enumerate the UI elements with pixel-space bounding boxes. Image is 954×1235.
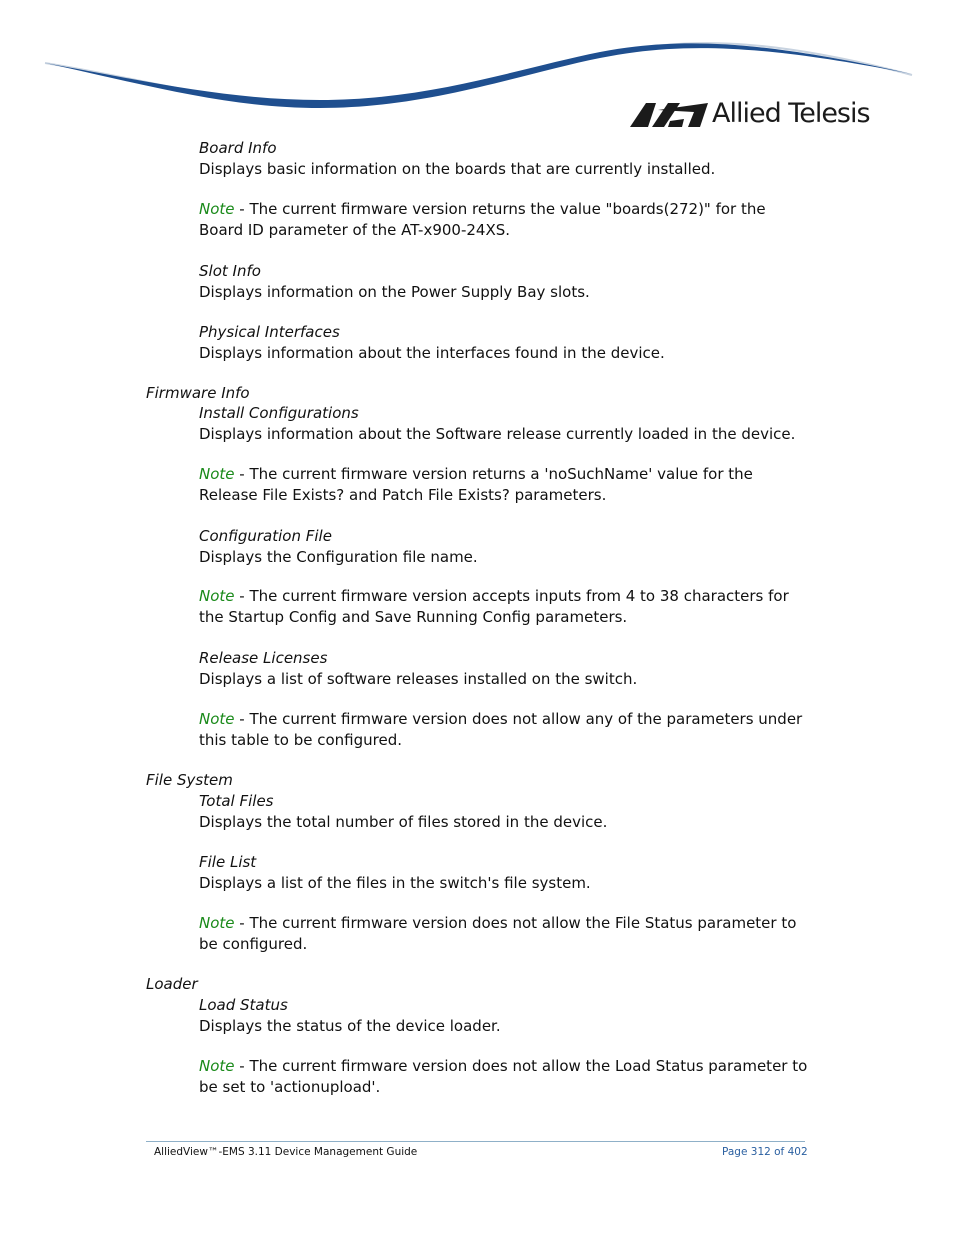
- item-label: Install Configurations: [199, 404, 359, 422]
- note-text: - The current firmware version returns the value "boards(272)" for the Board ID parameter of the AT-x900-24XS.: [199, 200, 766, 239]
- item-text: Displays information about the Software release currently loaded in the device.: [199, 424, 796, 443]
- item-physical-interfaces: [199, 322, 809, 363]
- note-label: Note: [199, 914, 235, 932]
- item-release-licenses: [199, 648, 809, 689]
- item-label: File List: [199, 853, 257, 871]
- item-label: Slot Info: [199, 262, 261, 280]
- item-text: Displays the Configuration file name.: [199, 547, 478, 566]
- note-text: - The current firmware version returns a 'noSuchName' value for the Release File Exists? and Patch File Exists? parameters.: [199, 465, 753, 504]
- logo-mark-icon: [630, 100, 708, 130]
- item-configuration-file: [199, 526, 809, 567]
- item-text: Displays information about the interfaces found in the device.: [199, 343, 665, 362]
- note-paragraph: [199, 1056, 809, 1097]
- item-label: Release Licenses: [199, 649, 328, 667]
- note-paragraph: [199, 586, 809, 627]
- footer-divider: [146, 1141, 805, 1142]
- item-label: Total Files: [199, 792, 274, 810]
- note-paragraph: [199, 199, 809, 240]
- item-text: Displays basic information on the boards that are currently installed.: [199, 159, 716, 178]
- section-title: Loader: [146, 975, 198, 993]
- item-slot-info: [199, 261, 809, 302]
- section-title: Firmware Info: [146, 384, 250, 402]
- item-text: Displays the status of the device loader.: [199, 1016, 501, 1035]
- allied-telesis-logo: [630, 100, 870, 134]
- item-board-info: [199, 138, 809, 179]
- note-paragraph: [199, 913, 809, 954]
- item-load-status: [199, 995, 809, 1036]
- note-label: Note: [199, 1057, 235, 1075]
- note-label: Note: [199, 465, 235, 483]
- footer-title: AlliedView™-EMS 3.11 Device Management Guide: [154, 1146, 418, 1158]
- note-text: - The current firmware version does not allow the File Status parameter to be configured.: [199, 914, 797, 953]
- item-text: Displays a list of the files in the switch's file system.: [199, 873, 591, 892]
- note-text: - The current firmware version accepts inputs from 4 to 38 characters for the Startup Config and Save Running Config parameters.: [199, 587, 789, 626]
- item-file-list: [199, 852, 809, 893]
- item-text: Displays a list of software releases installed on the switch.: [199, 669, 638, 688]
- item-install-configurations: [199, 403, 809, 444]
- note-text: - The current firmware version does not allow any of the parameters under this table to be configured.: [199, 710, 803, 749]
- item-label: Physical Interfaces: [199, 323, 340, 341]
- note-paragraph: [199, 709, 809, 750]
- item-text: Displays the total number of files stored in the device.: [199, 812, 608, 831]
- item-label: Load Status: [199, 996, 288, 1014]
- note-paragraph: [199, 464, 809, 505]
- item-total-files: [199, 791, 809, 832]
- item-label: Configuration File: [199, 527, 332, 545]
- section-title: File System: [146, 771, 233, 789]
- note-label: Note: [199, 200, 235, 218]
- note-label: Note: [199, 710, 235, 728]
- brand-name: Allied Telesis: [712, 98, 870, 129]
- item-text: Displays information on the Power Supply Bay slots.: [199, 282, 590, 301]
- item-label: Board Info: [199, 139, 277, 157]
- note-label: Note: [199, 587, 235, 605]
- note-text: - The current firmware version does not allow the Load Status parameter to be set to 'actionupload'.: [199, 1057, 808, 1096]
- page-number: Page 312 of 402: [722, 1146, 808, 1158]
